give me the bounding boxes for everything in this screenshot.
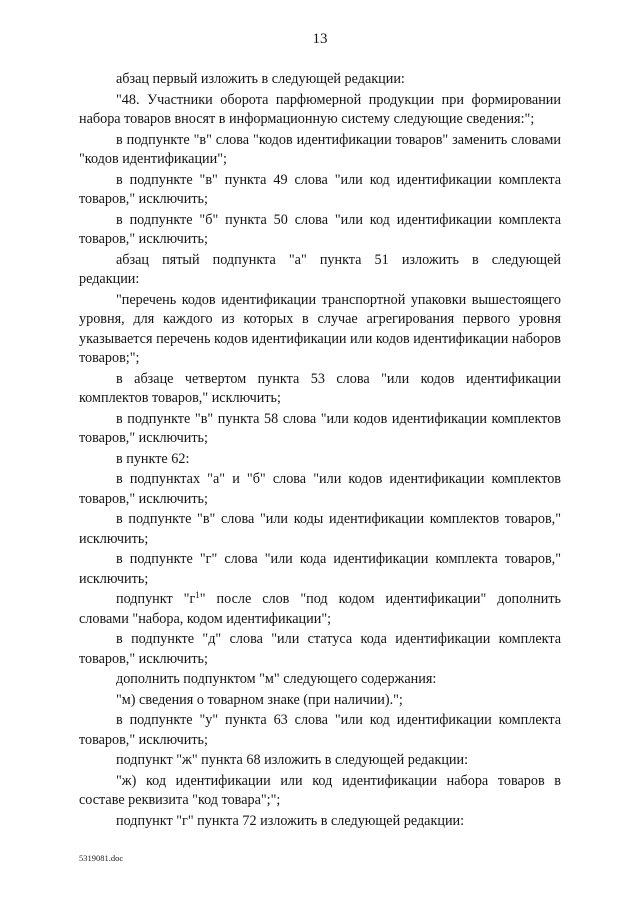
document-body xyxy=(79,70,561,831)
paragraph: подпункт "ж" пункта 68 изложить в следующей редакции: xyxy=(116,752,469,768)
paragraph: абзац первый изложить в следующей редакции: xyxy=(116,71,405,87)
paragraph: в подпункте "у" пункта 63 слова "или код идентификации комплекта товаров," исключить; xyxy=(79,712,561,748)
paragraph: "ж) код идентификации или код идентификации набора товаров в составе реквизита "код товара";"; xyxy=(79,772,561,808)
paragraph: подпункт "г" пункта 72 изложить в следующей редакции: xyxy=(116,812,465,829)
superscript: 1 xyxy=(195,590,200,600)
paragraph-text-after: " после слов "под кодом идентификации" дополнить словами "набора, кодом идентификации"; xyxy=(79,591,561,627)
paragraph: в подпункте "в" слова "кодов идентификации товаров" заменить словами "кодов идентификации"; xyxy=(79,131,561,167)
paragraph: в пункте 62: xyxy=(116,450,190,467)
paragraph: дополнить подпунктом "м" следующего содержания: xyxy=(116,671,437,687)
paragraph-text-before: подпункт "г xyxy=(116,591,196,607)
paragraph: в подпункте "в" пункта 49 слова "или код идентификации комплекта товаров," исключить; xyxy=(79,171,561,207)
paragraph: в подпунктах "а" и "б" слова "или кодов идентификации комплектов товаров," исключить; xyxy=(79,471,561,507)
paragraph: в абзаце четвертом пункта 53 слова "или кодов идентификации комплектов товаров," исключить; xyxy=(79,370,561,406)
paragraph: "48. Участники оборота парфюмерной продукции при формировании набора товаров вносят в информационную систему следующие сведения:"; xyxy=(79,91,561,127)
paragraph: "перечень кодов идентификации транспортной упаковки вышестоящего уровня, для каждого из которых в случае агрегирования первого уровня указывается перечень кодов идентификации или кодов идентификации наборов товаров;"; xyxy=(79,291,561,366)
footer-document-code: 5319081.doc xyxy=(79,853,124,863)
page-number: 13 xyxy=(312,31,328,47)
paragraph: в подпункте "б" пункта 50 слова "или код идентификации комплекта товаров," исключить; xyxy=(79,211,561,247)
paragraph: в подпункте "д" слова "или статуса кода идентификации комплекта товаров," исключить; xyxy=(79,631,561,667)
paragraph: "м) сведения о товарном знаке (при наличии)."; xyxy=(116,691,403,708)
paragraph: в подпункте "в" слова "или коды идентификации комплектов товаров," исключить; xyxy=(79,511,561,547)
paragraph: в подпункте "г" слова "или кода идентификации комплекта товаров," исключить; xyxy=(79,551,561,587)
paragraph-with-superscript xyxy=(79,590,561,629)
paragraph: в подпункте "в" пункта 58 слова "или кодов идентификации комплектов товаров," исключить; xyxy=(79,410,561,446)
paragraph: абзац пятый подпункта "а" пункта 51 изложить в следующей редакции: xyxy=(79,251,561,287)
